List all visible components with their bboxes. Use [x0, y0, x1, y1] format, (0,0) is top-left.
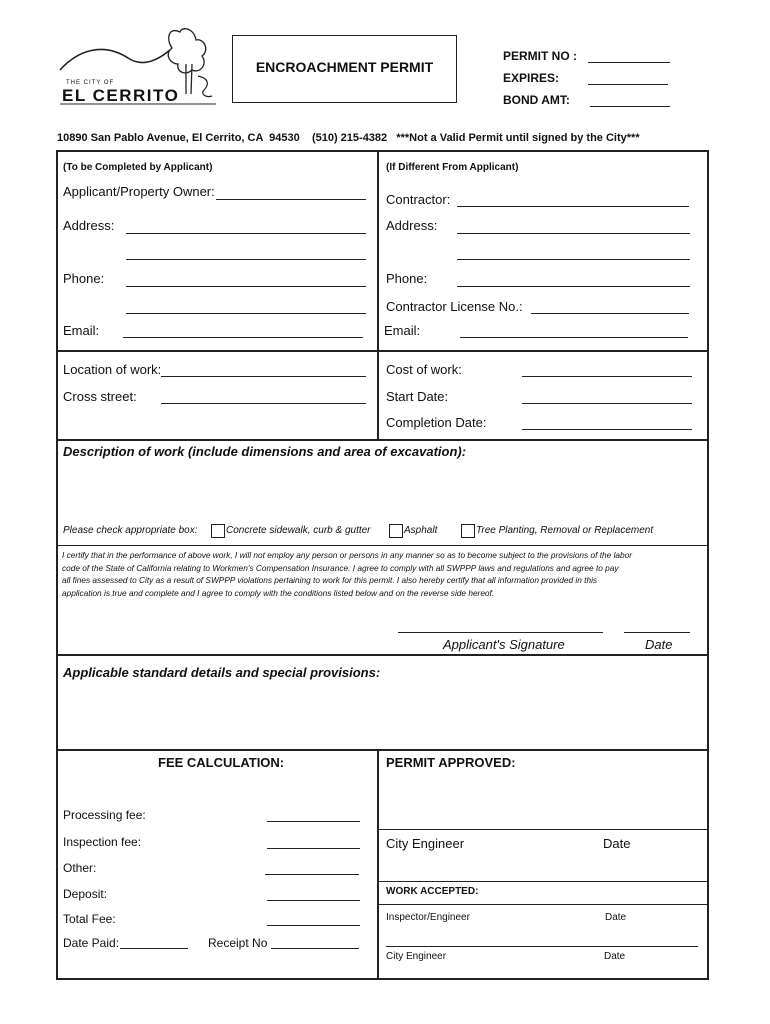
contractor-field[interactable] [457, 206, 689, 207]
deposit-field[interactable] [267, 900, 360, 901]
divider-accepted [377, 881, 709, 882]
signature-field[interactable] [398, 632, 603, 633]
start-date-label: Start Date: [386, 389, 449, 404]
receipt-field[interactable] [271, 948, 359, 949]
city-address-line: 10890 San Pablo Avenue, El Cerrito, CA 94530 (510) 215-4382 ***Not a Valid Permit until signed by the City*** [57, 132, 640, 144]
start-date-field[interactable] [522, 403, 692, 404]
fee-heading: FEE CALCULATION: [158, 755, 285, 770]
bond-amt-field[interactable] [590, 106, 670, 107]
certify-line-1: I certify that in the performance of above work, I will not employ any person or persons in any manner so as to become subject to the provisions of the labor [62, 550, 633, 560]
applicant-email-field[interactable] [123, 337, 363, 338]
applicant-address-label: Address: [63, 218, 115, 233]
page-title: ENCROACHMENT PERMIT [255, 59, 434, 75]
divider-accepted-head [377, 904, 709, 905]
other-fee-field[interactable] [265, 874, 359, 875]
license-label: Contractor License No.: [386, 299, 523, 314]
location-label: Location of work: [63, 362, 162, 377]
certify-text [62, 549, 707, 599]
processing-fee-field[interactable] [267, 821, 360, 822]
cost-field[interactable] [522, 376, 692, 377]
contractor-phone-label: Phone: [386, 271, 428, 286]
inspector-label: Inspector/Engineer [386, 912, 470, 923]
owner-field[interactable] [216, 199, 366, 200]
applicant-phone-label: Phone: [63, 271, 105, 286]
bond-amt-label: BOND AMT: [503, 93, 570, 107]
logo-small-text: THE CITY OF [66, 80, 115, 86]
date-paid-field[interactable] [120, 948, 188, 949]
total-fee-field[interactable] [267, 925, 360, 926]
signature-date-field[interactable] [624, 632, 690, 633]
certify-line-4: application is true and complete and I agree to comply with the conditions listed below and on the reverse side hereof. [62, 587, 495, 598]
completion-date-label: Completion Date: [386, 415, 487, 430]
location-field[interactable] [161, 376, 366, 377]
date-paid-label: Date Paid: [63, 936, 120, 950]
divider-provisions [56, 749, 709, 751]
contractor-header: (If Different From Applicant) [386, 162, 519, 173]
description-heading: Description of work (include dimensions and area of excavation): [63, 444, 467, 459]
divider-applicant [56, 350, 709, 352]
asphalt-option-label: Asphalt [404, 525, 438, 536]
certify-line-2: code of the State of California relating to Workmen's Compensation Insurance. I agree to comply with all SWPPP laws and regulations and agree to pay [62, 562, 619, 573]
contractor-address-label: Address: [386, 218, 438, 233]
permit-no-label: PERMIT NO : [503, 49, 577, 63]
expires-label: EXPIRES: [503, 71, 560, 85]
city-engineer-date-label: Date [604, 951, 626, 962]
city-engineer-label: City Engineer [386, 836, 465, 851]
processing-fee-label: Processing fee: [63, 808, 146, 822]
signature-date-label: Date [645, 637, 673, 652]
divider-certify [56, 654, 709, 656]
contractor-address-field-1[interactable] [457, 233, 690, 234]
approval-date-label: Date [603, 836, 631, 851]
tree-option-label: Tree Planting, Removal or Replacement [476, 525, 654, 536]
city-engineer-sign-field[interactable] [386, 946, 698, 947]
permit-approved-heading: PERMIT APPROVED: [386, 755, 516, 770]
owner-label: Applicant/Property Owner: [63, 184, 215, 199]
cross-street-label: Cross street: [63, 389, 137, 404]
contractor-email-label: Email: [384, 323, 421, 338]
total-fee-label: Total Fee: [63, 912, 116, 926]
applicant-phone-field-1[interactable] [126, 286, 366, 287]
concrete-checkbox[interactable] [211, 524, 225, 538]
contractor-label: Contractor: [386, 192, 451, 207]
contractor-address-field-2[interactable] [457, 259, 690, 260]
contractor-email-field[interactable] [460, 337, 688, 338]
title-box [232, 35, 457, 103]
inspector-date-label: Date [605, 912, 627, 923]
expires-field[interactable] [588, 84, 668, 85]
certify-line-3: all fines assessed to City as a result of SWPPP violations pertaining to work for this permit. I also hereby certify that all information provided in this [62, 575, 598, 585]
city-engineer-sign-label: City Engineer [386, 951, 447, 962]
other-fee-label: Other: [63, 861, 97, 875]
divider-work [56, 439, 709, 441]
cost-label: Cost of work: [386, 362, 462, 377]
city-logo [58, 20, 218, 108]
applicant-address-field-1[interactable] [126, 233, 366, 234]
completion-date-field[interactable] [522, 429, 692, 430]
contractor-phone-field[interactable] [457, 286, 690, 287]
license-field[interactable] [531, 313, 689, 314]
applicant-header: (To be Completed by Applicant) [63, 162, 213, 173]
logo-name: EL CERRITO [62, 86, 180, 105]
cross-street-field[interactable] [161, 403, 366, 404]
provisions-heading: Applicable standard details and special provisions: [63, 665, 381, 680]
applicant-address-field-2[interactable] [126, 259, 366, 260]
signature-label: Applicant's Signature [443, 637, 565, 652]
col-divider-top [377, 150, 379, 439]
permit-no-field[interactable] [588, 62, 670, 63]
deposit-label: Deposit: [63, 887, 108, 901]
receipt-label: Receipt No [208, 936, 268, 950]
col-divider-bottom [377, 749, 379, 980]
applicant-email-label: Email: [63, 323, 100, 338]
asphalt-checkbox[interactable] [389, 524, 403, 538]
divider-approved [377, 829, 709, 830]
tree-checkbox[interactable] [461, 524, 475, 538]
applicant-phone-field-2[interactable] [126, 313, 366, 314]
concrete-option-label: Concrete sidewalk, curb & gutter [226, 525, 371, 536]
inspection-fee-field[interactable] [267, 848, 360, 849]
check-label: Please check appropriate box: [63, 525, 198, 536]
divider-check [56, 545, 709, 546]
inspection-fee-label: Inspection fee: [63, 835, 142, 849]
work-accepted-heading: WORK ACCEPTED: [386, 886, 479, 897]
